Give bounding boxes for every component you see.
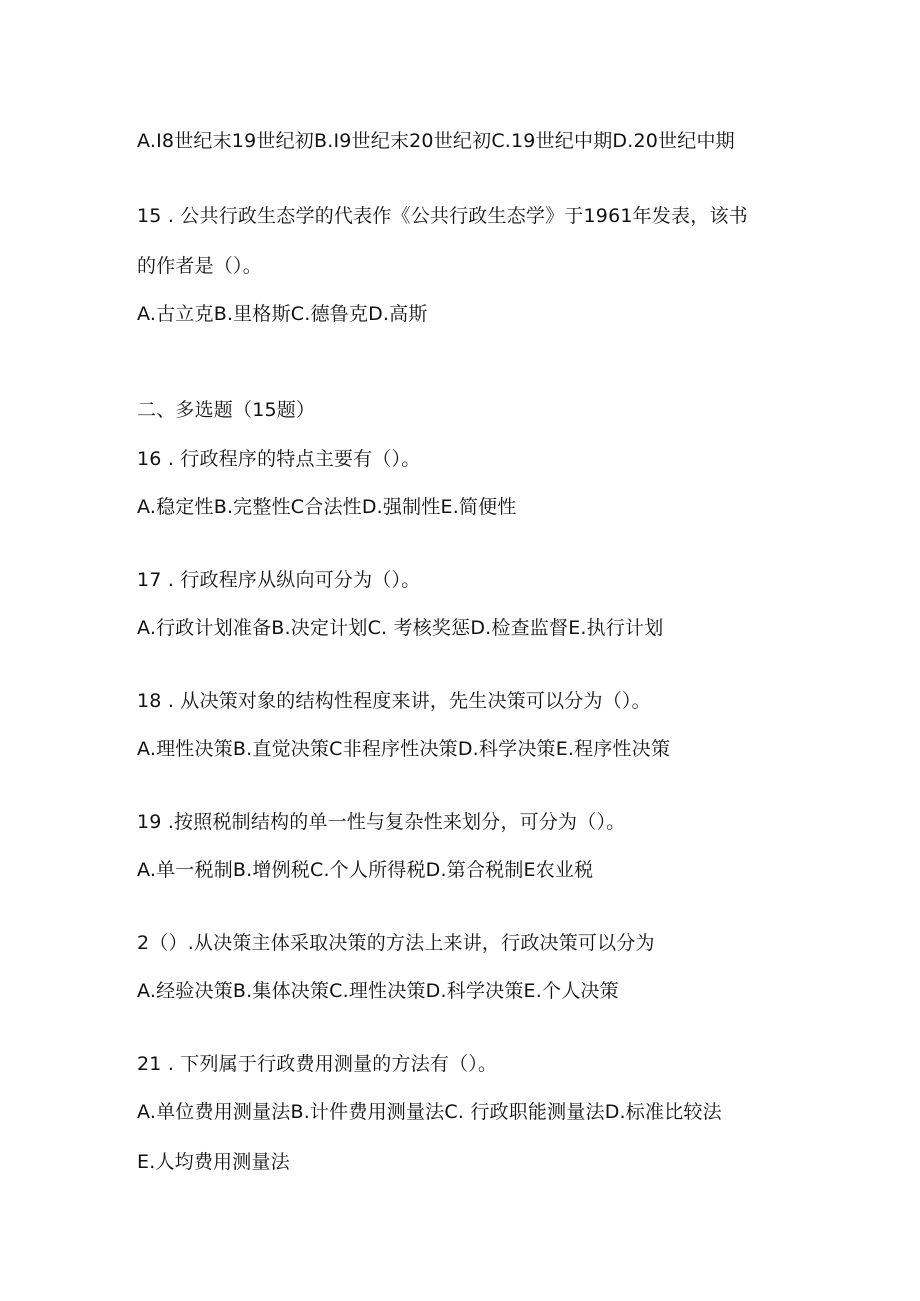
q16-options: A.稳定性B.完整性C合法性D.强制性E.简便性 (137, 496, 517, 518)
section-heading: 二、多选题（15题） (137, 399, 316, 421)
q21-stem: 21 . 下列属于行政费用测量的方法有（）。 (137, 1053, 498, 1075)
q17-options: A.行政计划准备B.决定计划C. 考核奖惩D.检查监督E.执行计划 (137, 617, 664, 639)
q15-options: A.古立克B.里格斯C.德鲁克D.高斯 (137, 303, 428, 325)
q18-options: A.理性决策B.直觉决策C非程序性决策D.科学决策E.程序性决策 (137, 738, 671, 760)
q21-options-line-1: A.单位费用测量法B.计件费用测量法C. 行政职能测量法D.标准比较法 (137, 1101, 722, 1123)
q19-options: A.单一税制B.增例税C.个人所得税D.第合税制E农业税 (137, 859, 594, 881)
q21-options-line-2: E.人均费用测量法 (137, 1151, 290, 1173)
q17-stem: 17 . 行政程序从纵向可分为（）。 (137, 569, 421, 591)
q16-stem: 16 . 行政程序的特点主要有（）。 (137, 448, 421, 470)
q14-options: A.I8世纪末19世纪初B.I9世纪末20世纪初C.19世纪中期D.20世纪中期 (137, 130, 735, 152)
q15-stem-line-2: 的作者是（）。 (137, 255, 262, 277)
q19-stem: 19 .按照税制结构的单一性与复杂性来划分，可分为（）。 (137, 811, 626, 833)
q20-options: A.经验决策B.集体决策C.理性决策D.科学决策E.个人决策 (137, 980, 619, 1002)
q20-stem: 2（）.从决策主体采取决策的方法上来讲，行政决策可以分为 (137, 932, 655, 954)
q18-stem: 18 . 从决策对象的结构性程度来讲，先生决策可以分为（）。 (137, 690, 651, 712)
q15-stem-line-1: 15 . 公共行政生态学的代表作《公共行政生态学》于1961年发表，该书 (137, 205, 748, 227)
